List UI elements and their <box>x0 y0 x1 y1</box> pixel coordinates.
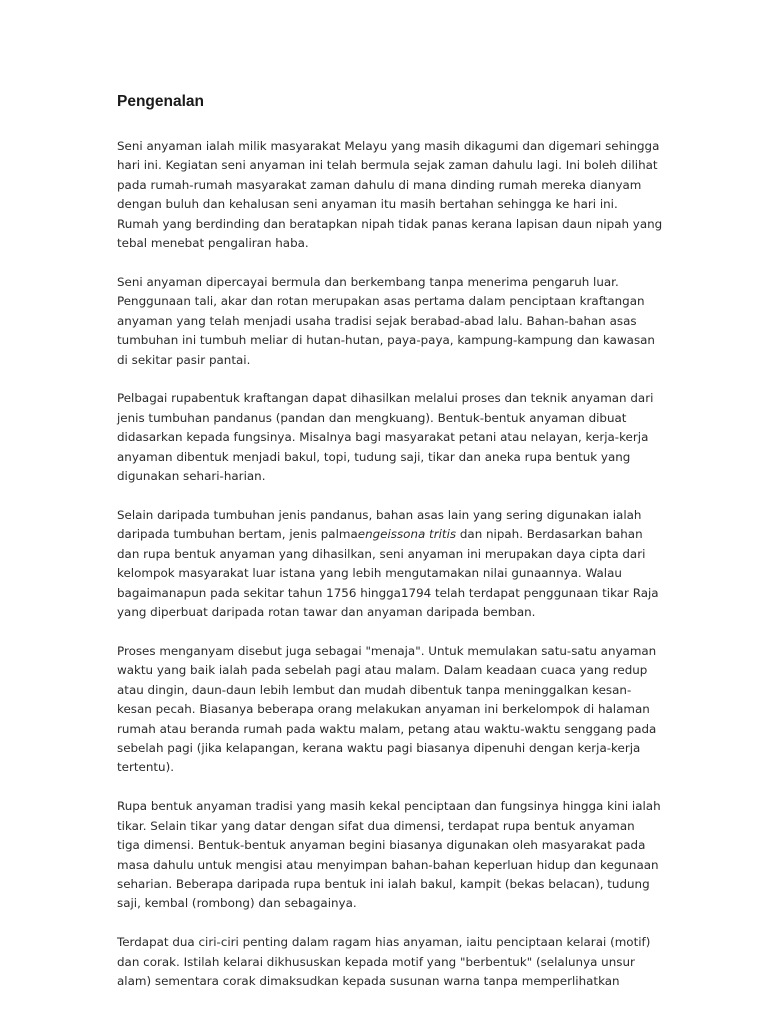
text-line: anyaman dibentuk menjadi bakul, topi, tudung saji, tikar dan aneka rupa bentuk yang <box>117 449 631 464</box>
text-line: Pelbagai rupabentuk kraftangan dapat dihasilkan melalui proses dan teknik anyaman dari <box>117 391 654 406</box>
text-line-with-italic <box>117 525 662 544</box>
text-line: pada rumah-rumah masyarakat zaman dahulu di mana dinding rumah mereka dianyam <box>117 177 642 192</box>
text-line: alam) sementara corak dimaksudkan kepada susunan warna tanpa memperlihatkan <box>117 974 620 989</box>
text-line: saji, kembal (rombong) dan sebagainya. <box>117 896 357 911</box>
paragraph-4 <box>117 506 662 622</box>
text-line: seharian. Beberapa daripada rupa bentuk ini ialah bakul, kampit (bekas belacan), tudung <box>117 876 650 891</box>
text-line: yang diperbuat daripada rotan tawar dan anyaman daripada bemban. <box>117 605 536 620</box>
text-line: tikar. Selain tikar yang datar dengan sifat dua dimensi, terdapat rupa bentuk anyaman <box>117 818 635 833</box>
text-line: tiga dimensi. Bentuk-bentuk anyaman begini biasanya digunakan oleh masyarakat pada <box>117 838 646 853</box>
text-line: bagaimanapun pada sekitar tahun 1756 hingga1794 telah terdapat penggunaan tikar Raja <box>117 585 659 600</box>
text-line: Penggunaan tali, akar dan rotan merupakan asas pertama dalam penciptaan kraftangan <box>117 294 645 309</box>
paragraph-6 <box>117 797 662 913</box>
paragraph-2 <box>117 273 662 370</box>
text-segment: dan nipah. Berdasarkan bahan <box>456 527 643 542</box>
text-line: waktu yang baik ialah pada sebelah pagi atau malam. Dalam keadaan cuaca yang redup <box>117 663 648 678</box>
italic-species-name: engeissona tritis <box>357 527 457 542</box>
text-line: anyaman yang telah menjadi usaha tradisi sejak berabad-abad lalu. Bahan-bahan asas <box>117 313 637 328</box>
text-line: Seni anyaman dipercayai bermula dan berkembang tanpa menerima pengaruh luar. <box>117 274 619 289</box>
text-line: didasarkan kepada fungsinya. Misalnya bagi masyarakat petani atau nelayan, kerja-kerja <box>117 430 649 445</box>
document-page <box>117 92 662 1011</box>
paragraph-1 <box>117 137 662 253</box>
text-segment: daripada tumbuhan bertam, jenis palma <box>117 527 358 542</box>
text-line: hari ini. Kegiatan seni anyaman ini telah bermula sejak zaman dahulu lagi. Ini boleh dilihat <box>117 158 658 173</box>
text-line: Seni anyaman ialah milik masyarakat Melayu yang masih dikagumi dan digemari sehingga <box>117 139 660 153</box>
text-line: Selain daripada tumbuhan jenis pandanus, bahan asas lain yang sering digunakan ialah <box>117 508 642 522</box>
text-line: Proses menganyam disebut juga sebagai "menaja". Untuk memulakan satu-satu anyaman <box>117 643 657 658</box>
text-line: digunakan sehari-harian. <box>117 469 266 484</box>
text-line: kesan pecah. Biasanya beberapa orang melakukan anyaman ini berkelompok di halaman <box>117 702 650 717</box>
paragraph-7 <box>117 933 662 991</box>
paragraph-3 <box>117 389 662 486</box>
text-line: rumah atau beranda rumah pada waktu malam, petang atau waktu-waktu senggang pada <box>117 721 657 736</box>
text-line: tumbuhan ini tumbuh meliar di hutan-hutan, paya-paya, kampung-kampung dan kawasan <box>117 333 655 348</box>
text-line: masa dahulu untuk mengisi atau menyimpan bahan-bahan keperluan hidup dan kegunaan <box>117 857 659 872</box>
text-line: dan corak. Istilah kelarai dikhususkan kepada motif yang "berbentuk" (selalunya unsur <box>117 954 635 969</box>
text-line: atau dingin, daun-daun lebih lembut dan mudah dibentuk tanpa meninggalkan kesan- <box>117 682 632 697</box>
text-line: Rumah yang berdinding dan beratapkan nipah tidak panas kerana lapisan daun nipah yang <box>117 216 663 231</box>
text-line: sebelah pagi (jika kelapangan, kerana waktu pagi biasanya dipenuhi dengan kerja-kerja <box>117 740 641 755</box>
text-line: Terdapat dua ciri-ciri penting dalam ragam hias anyaman, iaitu penciptaan kelarai (motif) <box>117 935 651 950</box>
text-line: kelompok masyarakat luar istana yang lebih mengutamakan nilai gunaannya. Walau <box>117 566 622 581</box>
text-line: dengan buluh dan kehalusan seni anyaman itu masih bertahan sehingga ke hari ini. <box>117 197 618 212</box>
page-title: Pengenalan <box>117 93 204 110</box>
text-line: di sekitar pasir pantai. <box>117 352 251 367</box>
text-line: jenis tumbuhan pandanus (pandan dan mengkuang). Bentuk-bentuk anyaman dibuat <box>117 410 627 425</box>
text-line: tebal menebat pengaliran haba. <box>117 236 309 251</box>
paragraph-5 <box>117 642 662 778</box>
text-line: Rupa bentuk anyaman tradisi yang masih kekal penciptaan dan fungsinya hingga kini ialah <box>117 799 661 814</box>
text-line: tertentu). <box>117 760 174 775</box>
text-line: dan rupa bentuk anyaman yang dihasilkan, seni anyaman ini merupakan daya cipta dari <box>117 546 646 561</box>
